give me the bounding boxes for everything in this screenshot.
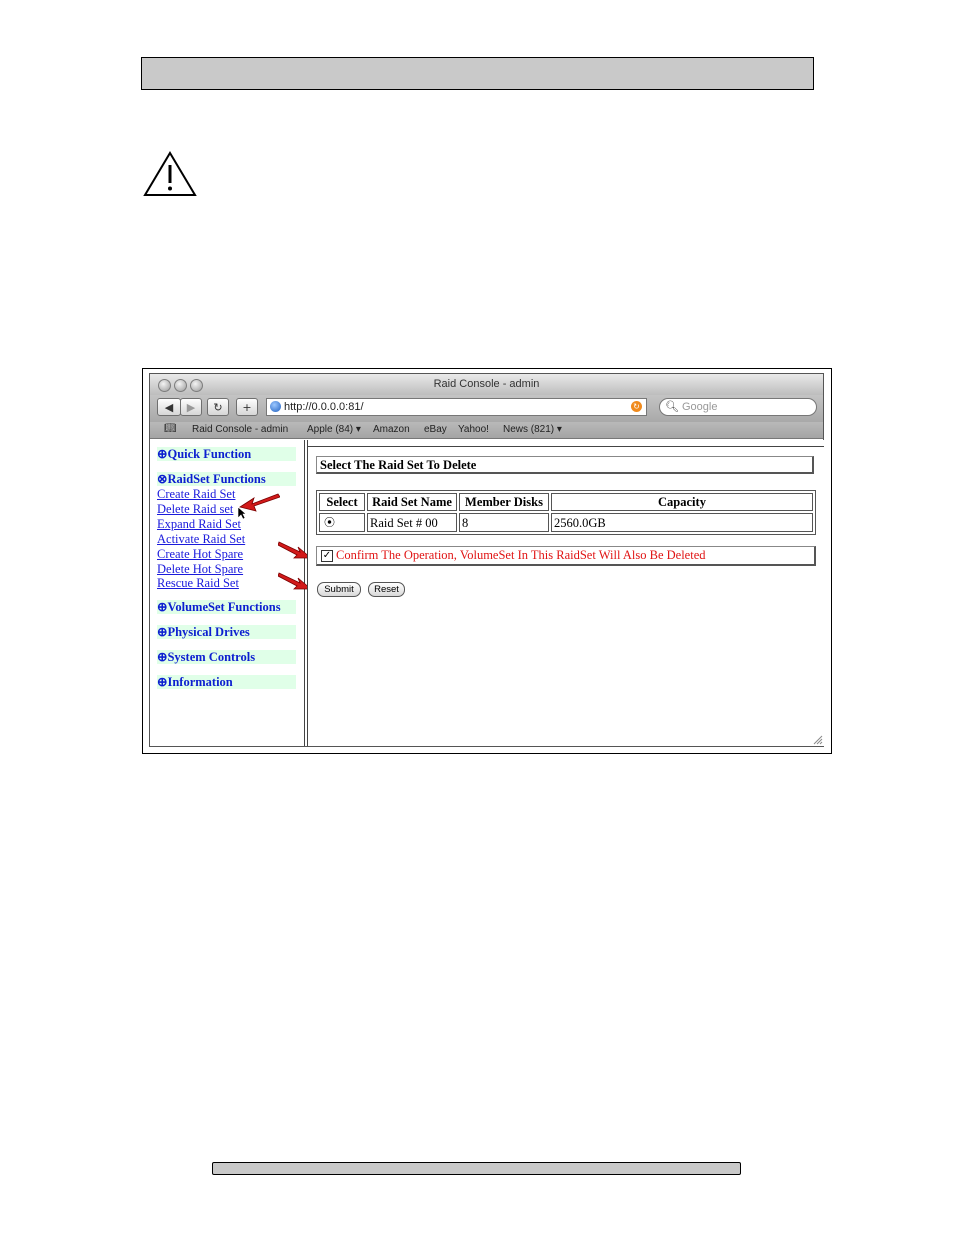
globe-icon — [270, 401, 281, 412]
sidebar-section-raidset-functions[interactable]: ⊗RaidSet Functions — [157, 472, 296, 486]
browser-window — [149, 373, 824, 747]
sidebar-link-delete-raid-set[interactable]: Delete Raid set — [157, 502, 234, 516]
column-header: Member Disks — [459, 493, 549, 511]
search-field[interactable] — [659, 398, 817, 416]
confirm-label: Confirm The Operation, VolumeSet In This RaidSet Will Also Be Deleted — [336, 548, 706, 562]
raid-set-table — [316, 490, 816, 535]
search-icon: 🔍︎ — [665, 401, 679, 413]
raid-set-radio[interactable]: ⦿ — [324, 517, 335, 529]
back-icon: ◀ — [164, 401, 174, 414]
bookmark-item[interactable]: Raid Console - admin — [192, 424, 289, 435]
table-row — [319, 513, 813, 532]
sidebar-section-information[interactable]: ⊕Information — [157, 675, 296, 689]
raid-set-name-cell: Raid Set # 00 — [367, 513, 457, 532]
bookmarks-bar — [150, 422, 823, 439]
page-header-bar — [141, 57, 814, 90]
main-pane — [307, 440, 824, 746]
url-text: http://0.0.0.0:81/ — [284, 401, 364, 413]
sidebar-section-physical-drives[interactable]: ⊕Physical Drives — [157, 625, 296, 639]
sidebar-link-rescue-raid-set[interactable]: Rescue Raid Set — [157, 576, 239, 590]
select-cell — [319, 513, 365, 532]
sidebar-link-create-raid-set[interactable]: Create Raid Set — [157, 487, 236, 501]
add-bookmark-button[interactable] — [236, 398, 258, 416]
divider — [308, 446, 824, 447]
sidebar — [150, 440, 305, 746]
table-header-row — [319, 493, 813, 511]
title-bar — [150, 374, 823, 395]
confirm-box — [316, 546, 816, 566]
reset-button[interactable]: Reset — [368, 582, 405, 597]
column-header: Select — [319, 493, 365, 511]
bookmark-item[interactable]: Yahoo! — [458, 424, 489, 435]
member-disks-cell: 8 — [459, 513, 549, 532]
sidebar-link-activate-raid-set[interactable]: Activate Raid Set — [157, 532, 246, 546]
warning-icon — [143, 151, 197, 197]
sidebar-section-system-controls[interactable]: ⊕System Controls — [157, 650, 296, 664]
add-icon: + — [242, 401, 252, 414]
address-bar[interactable] — [266, 398, 647, 416]
cursor-icon — [237, 506, 247, 520]
page-footer-bar — [212, 1162, 741, 1175]
sidebar-link-delete-hot-spare[interactable]: Delete Hot Spare — [157, 562, 244, 576]
capacity-cell: 2560.0GB — [551, 513, 813, 532]
window-title: Raid Console - admin — [433, 378, 540, 390]
column-header: Raid Set Name — [367, 493, 457, 511]
column-header: Capacity — [551, 493, 813, 511]
forward-button[interactable] — [180, 398, 202, 416]
book-icon[interactable]: 📖︎ — [164, 423, 177, 434]
section-heading-box — [316, 456, 814, 474]
bookmark-item[interactable]: Amazon — [373, 424, 410, 435]
browser-toolbar — [150, 395, 823, 422]
sidebar-link-expand-raid-set[interactable]: Expand Raid Set — [157, 517, 242, 531]
back-button[interactable] — [157, 398, 181, 416]
sidebar-section-volumeset-functions[interactable]: ⊕VolumeSet Functions — [157, 600, 296, 614]
search-placeholder: Google — [682, 401, 718, 413]
reload-icon: ↻ — [213, 401, 223, 414]
submit-button[interactable]: Submit — [317, 582, 361, 597]
confirm-checkbox[interactable]: ✓ — [322, 550, 332, 561]
sidebar-section-quick-function[interactable]: ⊕Quick Function — [157, 447, 296, 461]
reload-button[interactable] — [207, 398, 229, 416]
rss-icon[interactable]: ↻ — [631, 401, 642, 412]
bookmark-item[interactable]: Apple (84) ▾ — [307, 424, 361, 435]
bookmark-item[interactable]: News (821) ▾ — [503, 424, 562, 435]
forward-icon: ▶ — [186, 401, 196, 414]
bookmark-item[interactable]: eBay — [424, 424, 447, 435]
sidebar-link-create-hot-spare[interactable]: Create Hot Spare — [157, 547, 244, 561]
page-title: Select The Raid Set To Delete — [320, 458, 477, 472]
resize-grip-icon[interactable] — [813, 735, 823, 745]
